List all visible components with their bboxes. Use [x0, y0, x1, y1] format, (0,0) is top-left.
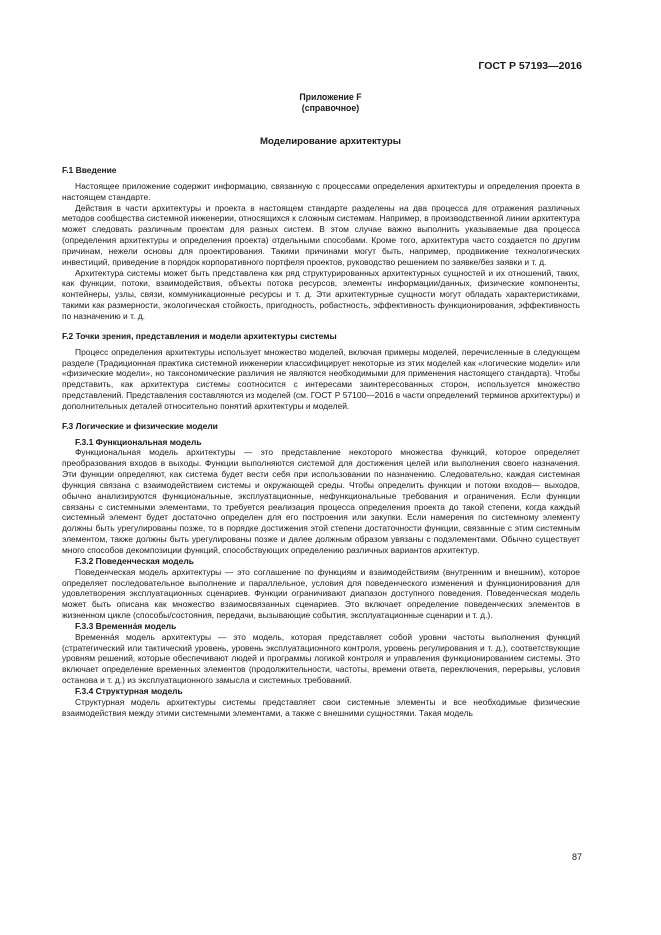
paragraph: Процесс определения архитектуры использует множество моделей, включая примеры моделей, перечисленные в следующем разделе (Традиционная практика системной инженерии классифицирует некоторые из этих моделей как «логические модели» или «физические модели», но таксономические различия не являются необходимыми для применения настоящего стандарта). Чтобы представить, как архитектура системы соотносится с интересами заинтересованных сторон, используется множество представлений. Представления составляются из моделей (см. ГОСТ Р 57100—2016 в части определений терминов архитектуры) и дополнительных деталей относительно понятий архитектуры и моделей. — [62, 346, 580, 411]
page-number: 87 — [571, 852, 582, 862]
appendix-title: Приложение F — [299, 92, 362, 102]
paragraph: Настоящее приложение содержит информацию, связанную с процессами определения архитектуры и определения проекта в настоящем стандарте. — [62, 180, 580, 202]
section-heading-f3: F.3 Логические и физические модели — [62, 420, 218, 431]
paragraph: Архитектура системы может быть представлена как ряд структурированных архитектурных сущностей и их отношений, таких, как функции, потоки, взаимодействия, объекты потока ресурсов, элементы информации/данных, физические компоненты, контейнеры, узлы, связи, коммуникационные ресурсы и т. д. Эти архитектурные сущности могут обладать характеристиками, такими как размерности, экологическая стойкость, пригодность, робастность, эффективность функционирования, эффективность по назначению и т. д. — [62, 267, 580, 321]
appendix-note: (справочное) — [301, 103, 360, 113]
subsection-heading-f3-3: F.3.3 Временна́я модель — [75, 620, 177, 631]
document-body — [62, 165, 580, 719]
standard-number: ГОСТ Р 57193—2016 — [478, 60, 582, 72]
subsection-heading-f3-4: F.3.4 Структурная модель — [75, 685, 183, 696]
section-heading-f1: F.1 Введение — [62, 165, 117, 175]
paragraph: Поведенческая модель архитектуры — это соглашение по функциям и взаимодействиям (внутренним и внешним), которое определяет последовательное выполнение и параллельное, условия для поведенческого изменения и функционирования для удовлетворения эксплуатационных сценариев. Функции ограничивают диапазон доступного поведения. Поведенческая модель может быть описана как множество взаимосвязанных сценариев. Это включает определение поведенческих элементов в жизненном цикле (способы/состояния, передачи, вызывающие события, эксплуатационные сценарии и т. д.). — [62, 566, 580, 621]
main-title: Моделирование архитектуры — [259, 136, 401, 147]
paragraph: Временна́я модель архитектуры — это модель, которая представляет собой уровни частоты выполнения функций (стратегический или тактический уровень, уровень эксплуатационного контроля, уровень регулирования и т. д.), соответствующие уровням решений, которые обеспечивают людей и программы логикой контроля и управления функционированием системы. Это включает определение временных элементов (продолжительности, частоты, времени ответа, переключения, перерывы, условия останова и т. д.) из эксплуатационного замысла и системных требований. — [62, 631, 580, 686]
paragraph: Функциональная модель архитектуры — это представление некоторого множества функций, которое определяет преобразования входов в выходы. Функции выполняются системой для достижения целей или выполнения своего назначения. Эти функции определяют, как система будет вести себя при использовании по назначению. Следовательно, каждая системная функция связана с взаимодействием системы и окружающей среды. Чтобы определить функции и потоки входов— выходов, обычно анализируются функциональные, эксплуатационные, нефункциональные требования и ограничения. Если функции связаны с системными элементами, то требуется реализация процесса определения проекта до такой степени, когда каждый системный элемент будет достаточно определен для его построения или закупки. Если намерения по системному элементу должны быть урегулированы позже, то в порядке достижения этой степени достаточности функции, связанные с этим системным элементом, также должны быть урегулированы позже и далее должным образом увязаны с подэлементами. Обычно существует много способов декомпозиции функций, способствующих определению различных вариантов архитектур. — [62, 447, 580, 555]
subsection-heading-f3-1: F.3.1 Функциональная модель — [75, 436, 202, 447]
section-heading-f2: F.2 Точки зрения, представления и модели архитектуры системы — [62, 330, 337, 341]
subsection-heading-f3-2: F.3.2 Поведенческая модель — [75, 555, 194, 566]
paragraph: Структурная модель архитектуры системы представляет свои системные элементы и все необходимые физические взаимодействия между этими системными элементами, а также с внешними сущностями. Такая модель — [62, 696, 580, 718]
paragraph: Действия в части архитектуры и проекта в настоящем стандарте разделены на два процесса для отражения различных методов сообщества системной инженерии, относящихся к сложным системам. Например, в производственной линии архитектура может следовать различным проектам для разных систем. В этом случае важно выполнить указываемые два процесса (определения архитектуры и определения проекта) отдельными способами. Кроме того, архитектура часто создается по другим причинам, нежели основы для проектирования. Такими причинами могут быть, например, продвижение технологических инвестиций, приведение в порядок корпоративного портфеля проектов, руководство решением по заявке/без заявки и т. д. — [62, 202, 580, 267]
